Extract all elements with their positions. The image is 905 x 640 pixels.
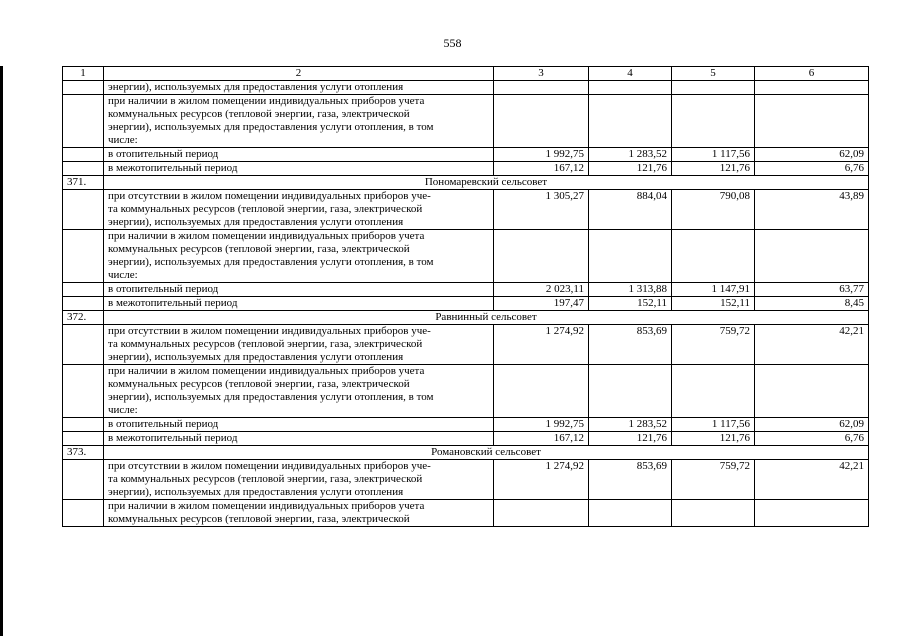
row-number-cell <box>63 148 104 162</box>
value-cell-col6: 63,77 <box>755 283 869 297</box>
value-cell-col4: 853,69 <box>589 460 672 500</box>
row-number-cell <box>63 432 104 446</box>
value-cell-col3: 167,12 <box>494 432 589 446</box>
value-cell-col5 <box>672 230 755 283</box>
value-cell-col4: 152,11 <box>589 297 672 311</box>
row-number-cell <box>63 297 104 311</box>
value-cell-col6 <box>755 81 869 95</box>
value-cell-col5: 790,08 <box>672 190 755 230</box>
column-header-2: 2 <box>104 67 494 81</box>
value-cell-col6 <box>755 230 869 283</box>
value-cell-col3 <box>494 365 589 418</box>
row-number-cell <box>63 230 104 283</box>
row-description: при наличии в жилом помещении индивидуальных приборов учета коммунальных ресурсов (тепловой энергии, газа, электрической энергии), используемых для предоставления услуги отопления, в том числе: <box>104 230 494 283</box>
table-body <box>63 81 869 527</box>
row-description: при отсутствии в жилом помещении индивидуальных приборов уче- та коммунальных ресурсов (тепловой энергии, газа, электрической энергии), используемых для предоставления услуги отопления <box>104 460 494 500</box>
page-number: 558 <box>443 36 462 50</box>
table-row <box>63 283 869 297</box>
value-cell-col4: 1 313,88 <box>589 283 672 297</box>
table-row <box>63 297 869 311</box>
value-cell-col5: 1 117,56 <box>672 148 755 162</box>
table-row <box>63 500 869 527</box>
value-cell-col3 <box>494 230 589 283</box>
table-row <box>63 230 869 283</box>
row-number-cell <box>63 418 104 432</box>
row-description: в межотопительный период <box>104 432 494 446</box>
value-cell-col5: 152,11 <box>672 297 755 311</box>
value-cell-col5: 759,72 <box>672 460 755 500</box>
value-cell-col4: 884,04 <box>589 190 672 230</box>
value-cell-col6 <box>755 365 869 418</box>
value-cell-col5: 121,76 <box>672 162 755 176</box>
value-cell-col6: 62,09 <box>755 418 869 432</box>
table-row <box>63 95 869 148</box>
table-row <box>63 325 869 365</box>
section-number: 373. <box>63 446 104 460</box>
row-number-cell <box>63 81 104 95</box>
value-cell-col5: 759,72 <box>672 325 755 365</box>
table-row <box>63 81 869 95</box>
row-description: в отопительный период <box>104 148 494 162</box>
column-header-1: 1 <box>63 67 104 81</box>
row-description: в межотопительный период <box>104 162 494 176</box>
value-cell-col3 <box>494 81 589 95</box>
value-cell-col4 <box>589 81 672 95</box>
value-cell-col4 <box>589 365 672 418</box>
value-cell-col3: 1 274,92 <box>494 460 589 500</box>
value-cell-col3: 1 992,75 <box>494 418 589 432</box>
column-header-3: 3 <box>494 67 589 81</box>
value-cell-col5: 1 117,56 <box>672 418 755 432</box>
value-cell-col6: 8,45 <box>755 297 869 311</box>
row-number-cell <box>63 95 104 148</box>
row-description: при наличии в жилом помещении индивидуальных приборов учета коммунальных ресурсов (тепловой энергии, газа, электрической энергии), используемых для предоставления услуги отопления, в том числе: <box>104 365 494 418</box>
table-row <box>63 190 869 230</box>
section-number: 371. <box>63 176 104 190</box>
value-cell-col5 <box>672 365 755 418</box>
value-cell-col3: 1 992,75 <box>494 148 589 162</box>
value-cell-col5: 1 147,91 <box>672 283 755 297</box>
row-description: при наличии в жилом помещении индивидуальных приборов учета коммунальных ресурсов (тепловой энергии, газа, электрической <box>104 500 494 527</box>
value-cell-col6: 42,21 <box>755 325 869 365</box>
table-row <box>63 148 869 162</box>
section-row <box>63 176 869 190</box>
row-number-cell <box>63 500 104 527</box>
value-cell-col6: 62,09 <box>755 148 869 162</box>
row-description: в межотопительный период <box>104 297 494 311</box>
table-row <box>63 418 869 432</box>
value-cell-col3: 2 023,11 <box>494 283 589 297</box>
page-edge-rule <box>0 66 3 636</box>
value-cell-col3: 1 274,92 <box>494 325 589 365</box>
table-header-row <box>63 67 869 81</box>
value-cell-col3 <box>494 500 589 527</box>
table-row <box>63 432 869 446</box>
value-cell-col6: 6,76 <box>755 162 869 176</box>
value-cell-col6: 6,76 <box>755 432 869 446</box>
value-cell-col3: 197,47 <box>494 297 589 311</box>
row-description: в отопительный период <box>104 418 494 432</box>
table-row <box>63 460 869 500</box>
value-cell-col4: 853,69 <box>589 325 672 365</box>
section-row <box>63 446 869 460</box>
section-title: Романовский сельсовет <box>104 446 869 460</box>
value-cell-col4 <box>589 230 672 283</box>
tariff-table <box>62 66 869 527</box>
row-description: при отсутствии в жилом помещении индивидуальных приборов уче- та коммунальных ресурсов (тепловой энергии, газа, электрической энергии), используемых для предоставления услуги отопления <box>104 190 494 230</box>
value-cell-col4: 121,76 <box>589 432 672 446</box>
value-cell-col4 <box>589 95 672 148</box>
column-header-4: 4 <box>589 67 672 81</box>
value-cell-col5 <box>672 95 755 148</box>
row-number-cell <box>63 162 104 176</box>
value-cell-col5 <box>672 500 755 527</box>
column-header-6: 6 <box>755 67 869 81</box>
row-description: энергии), используемых для предоставления услуги отопления <box>104 81 494 95</box>
row-description: при отсутствии в жилом помещении индивидуальных приборов уче- та коммунальных ресурсов (тепловой энергии, газа, электрической энергии), используемых для предоставления услуги отопления <box>104 325 494 365</box>
row-number-cell <box>63 190 104 230</box>
value-cell-col6: 43,89 <box>755 190 869 230</box>
value-cell-col6 <box>755 95 869 148</box>
value-cell-col5 <box>672 81 755 95</box>
section-row <box>63 311 869 325</box>
section-number: 372. <box>63 311 104 325</box>
section-title: Равнинный сельсовет <box>104 311 869 325</box>
row-description: при наличии в жилом помещении индивидуальных приборов учета коммунальных ресурсов (тепловой энергии, газа, электрической энергии), используемых для предоставления услуги отопления, в том числе: <box>104 95 494 148</box>
value-cell-col4: 1 283,52 <box>589 418 672 432</box>
section-title: Пономаревский сельсовет <box>104 176 869 190</box>
row-number-cell <box>63 283 104 297</box>
value-cell-col3: 1 305,27 <box>494 190 589 230</box>
table-row <box>63 365 869 418</box>
value-cell-col4: 1 283,52 <box>589 148 672 162</box>
value-cell-col5: 121,76 <box>672 432 755 446</box>
row-number-cell <box>63 460 104 500</box>
column-header-5: 5 <box>672 67 755 81</box>
value-cell-col6: 42,21 <box>755 460 869 500</box>
row-number-cell <box>63 325 104 365</box>
value-cell-col4: 121,76 <box>589 162 672 176</box>
value-cell-col3 <box>494 95 589 148</box>
value-cell-col3: 167,12 <box>494 162 589 176</box>
value-cell-col6 <box>755 500 869 527</box>
table-row <box>63 162 869 176</box>
row-description: в отопительный период <box>104 283 494 297</box>
value-cell-col4 <box>589 500 672 527</box>
row-number-cell <box>63 365 104 418</box>
